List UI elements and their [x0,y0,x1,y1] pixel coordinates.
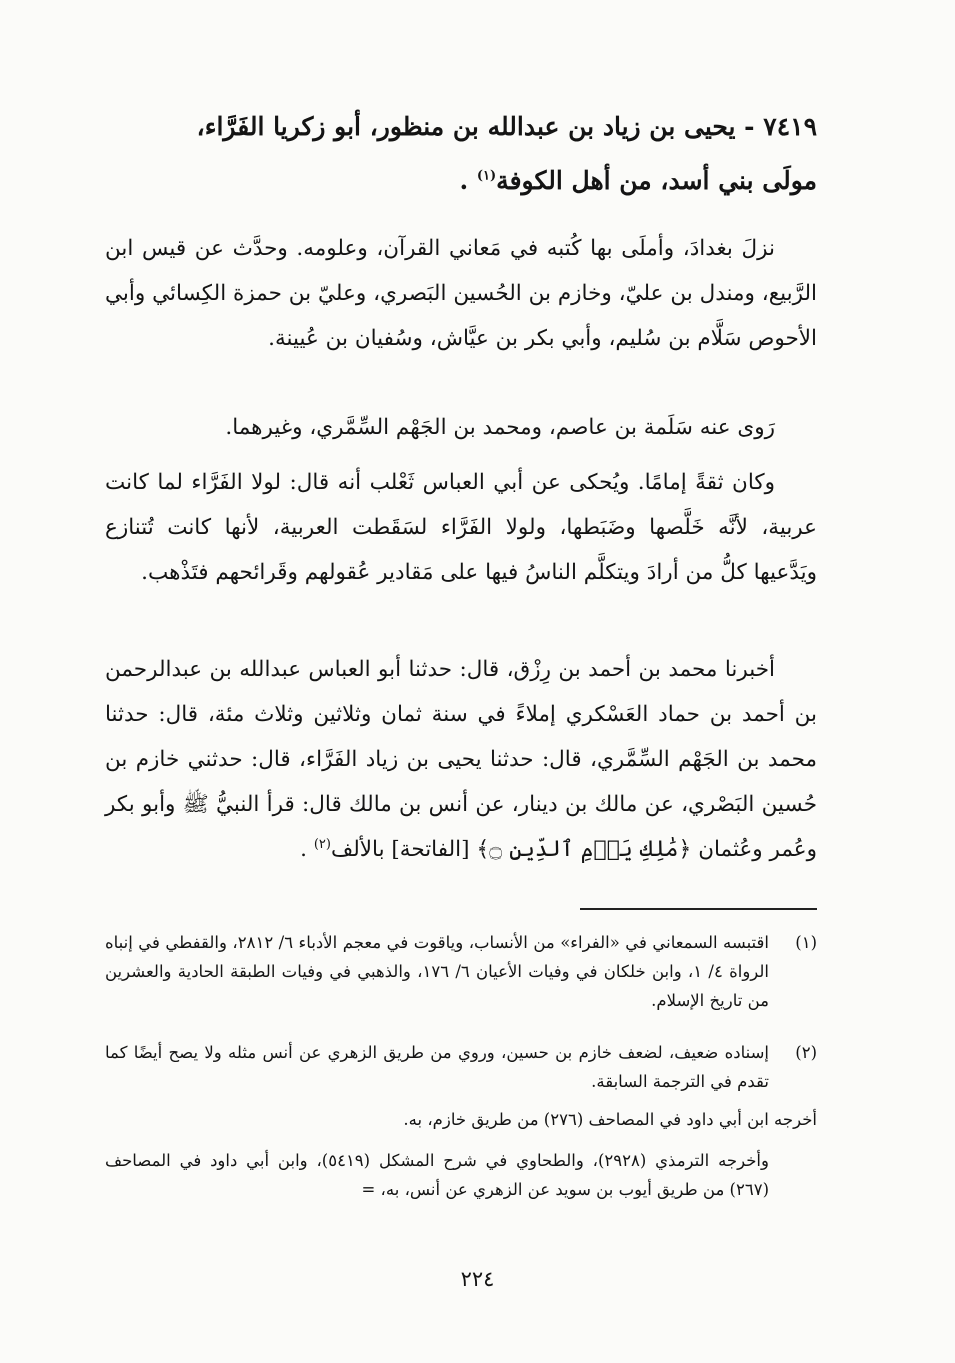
paragraph-text: أخبرنا محمد بن أحمد بن رِزْق، قال: حدثنا أبو العباس عبدالله بن عبدالرحمن بن أحمد بن حماد العَسْكري إملاءً في سنة ثمان وثلاثين وثلاث مئة، قال: حدثنا محمد بن الجَهْم السِّمَّري، قال: حدثنا يحيى بن زياد الفَرَّاء، قال: حدثني خازم بن حُسين البَصْري، عن مالك بن دينار، عن أنس بن مالك قال: قرأ النبيُّ ﷺ وأبو بكر وعُمر وعُثمان [105,657,817,862]
paragraph-text: رَوى عنه سَلَمة بن عاصم، ومحمد بن الجَهْم السِّمَّري، وغيرهما. [225,415,775,440]
footnote-separator [580,908,817,910]
footnote-1 [105,928,817,1015]
entry-heading-end: . [459,166,477,195]
entry-heading-line2: مولَى بني أسد، من أهل الكوفة [496,166,817,195]
body-paragraph-1 [105,226,817,361]
footnote-2-source-2 [105,1146,817,1204]
footnote-2-source-1: أخرجه ابن أبي داود في المصاحف (٢٧٦) من طريق خازم، به. [403,1110,817,1129]
footnote-label: (١) [795,933,817,952]
body-paragraph-2 [105,405,817,450]
paragraph-text: نزلَ بغدادَ، وأملَى بها كُتبه في مَعاني القرآن، وعلومه. وحدَّث عن قيس ابن الرَّبيع، ومندل بن عليّ، وخازم بن الحُسين البَصري، وعليّ بن حمزة الكِسائي وأبي الأحوص سَلَّام بن سُليم، وأبي بكر بن عيَّاش، وسُفيان بن عُيينة. [105,236,817,351]
footnote-text: اقتبسه السمعاني في «الفراء» من الأنساب، وياقوت في معجم الأدباء ٦/ ٢٨١٢، والقفطي في إنباه الرواة ٤/ ١، وابن خلكان في وفيات الأعيان ٦/ ١٧٦، والذهبي في وفيات الطبقة الحادية والعشرين من تاريخ الإسلام. [105,933,770,1010]
footnote-ref-1[interactable]: (١) [476,168,497,184]
page-number: ٢٢٤ [460,1267,495,1291]
body-paragraph-4 [105,647,817,872]
paragraph-text: وكان ثقةً إمامًا. ويُحكى عن أبي العباس ثَعْلب أنه قال: لولا الفَرَّاء لما كانت عربية، لأنَّه خَلَّصها وضَبَطها، ولولا الفَرَّاء لسَقَطت العربية، لأنها كانت تُتنازع ويَدَّعيها كلُّ من أرادَ ويتكلَّم الناسُ فيها على مَقادير عُقولهم وقَرائحهم فتَذْهب. [105,470,817,585]
paragraph-end-text: [الفاتحة] بالألف [330,837,470,862]
footnote-ref-2[interactable]: (٢) [313,836,331,852]
footnote-label: (٢) [795,1043,817,1062]
footnote-text: وأخرجه الترمذي (٢٩٢٨)، والطحاوي في شرح المشكل (٥٤١٩)، وابن أبي داود في المصاحف (٢٦٧) من طريق أيوب بن سويد عن الزهري عن أنس، به، = [105,1151,769,1199]
footnote-2 [105,1038,817,1096]
entry-number: ٧٤١٩ [763,112,817,141]
quran-verse: ﴿مَٰلِكِ يَوۡمِ ٱلدِّينِ ۝﴾ [476,837,692,862]
entry-heading [105,100,817,208]
footnote-text: إسناده ضعيف، لضعف خازم بن حسين، وروي من طريق الزهري عن أنس مثله ولا يصح أيضًا كما تقدم في الترجمة السابقة. [105,1043,769,1091]
body-paragraph-3 [105,460,817,595]
entry-heading-line1: - يحيى بن زياد بن عبدالله بن منظور، أبو زكريا الفَرَّاء، [196,112,755,141]
paragraph-tail: . [300,837,314,862]
